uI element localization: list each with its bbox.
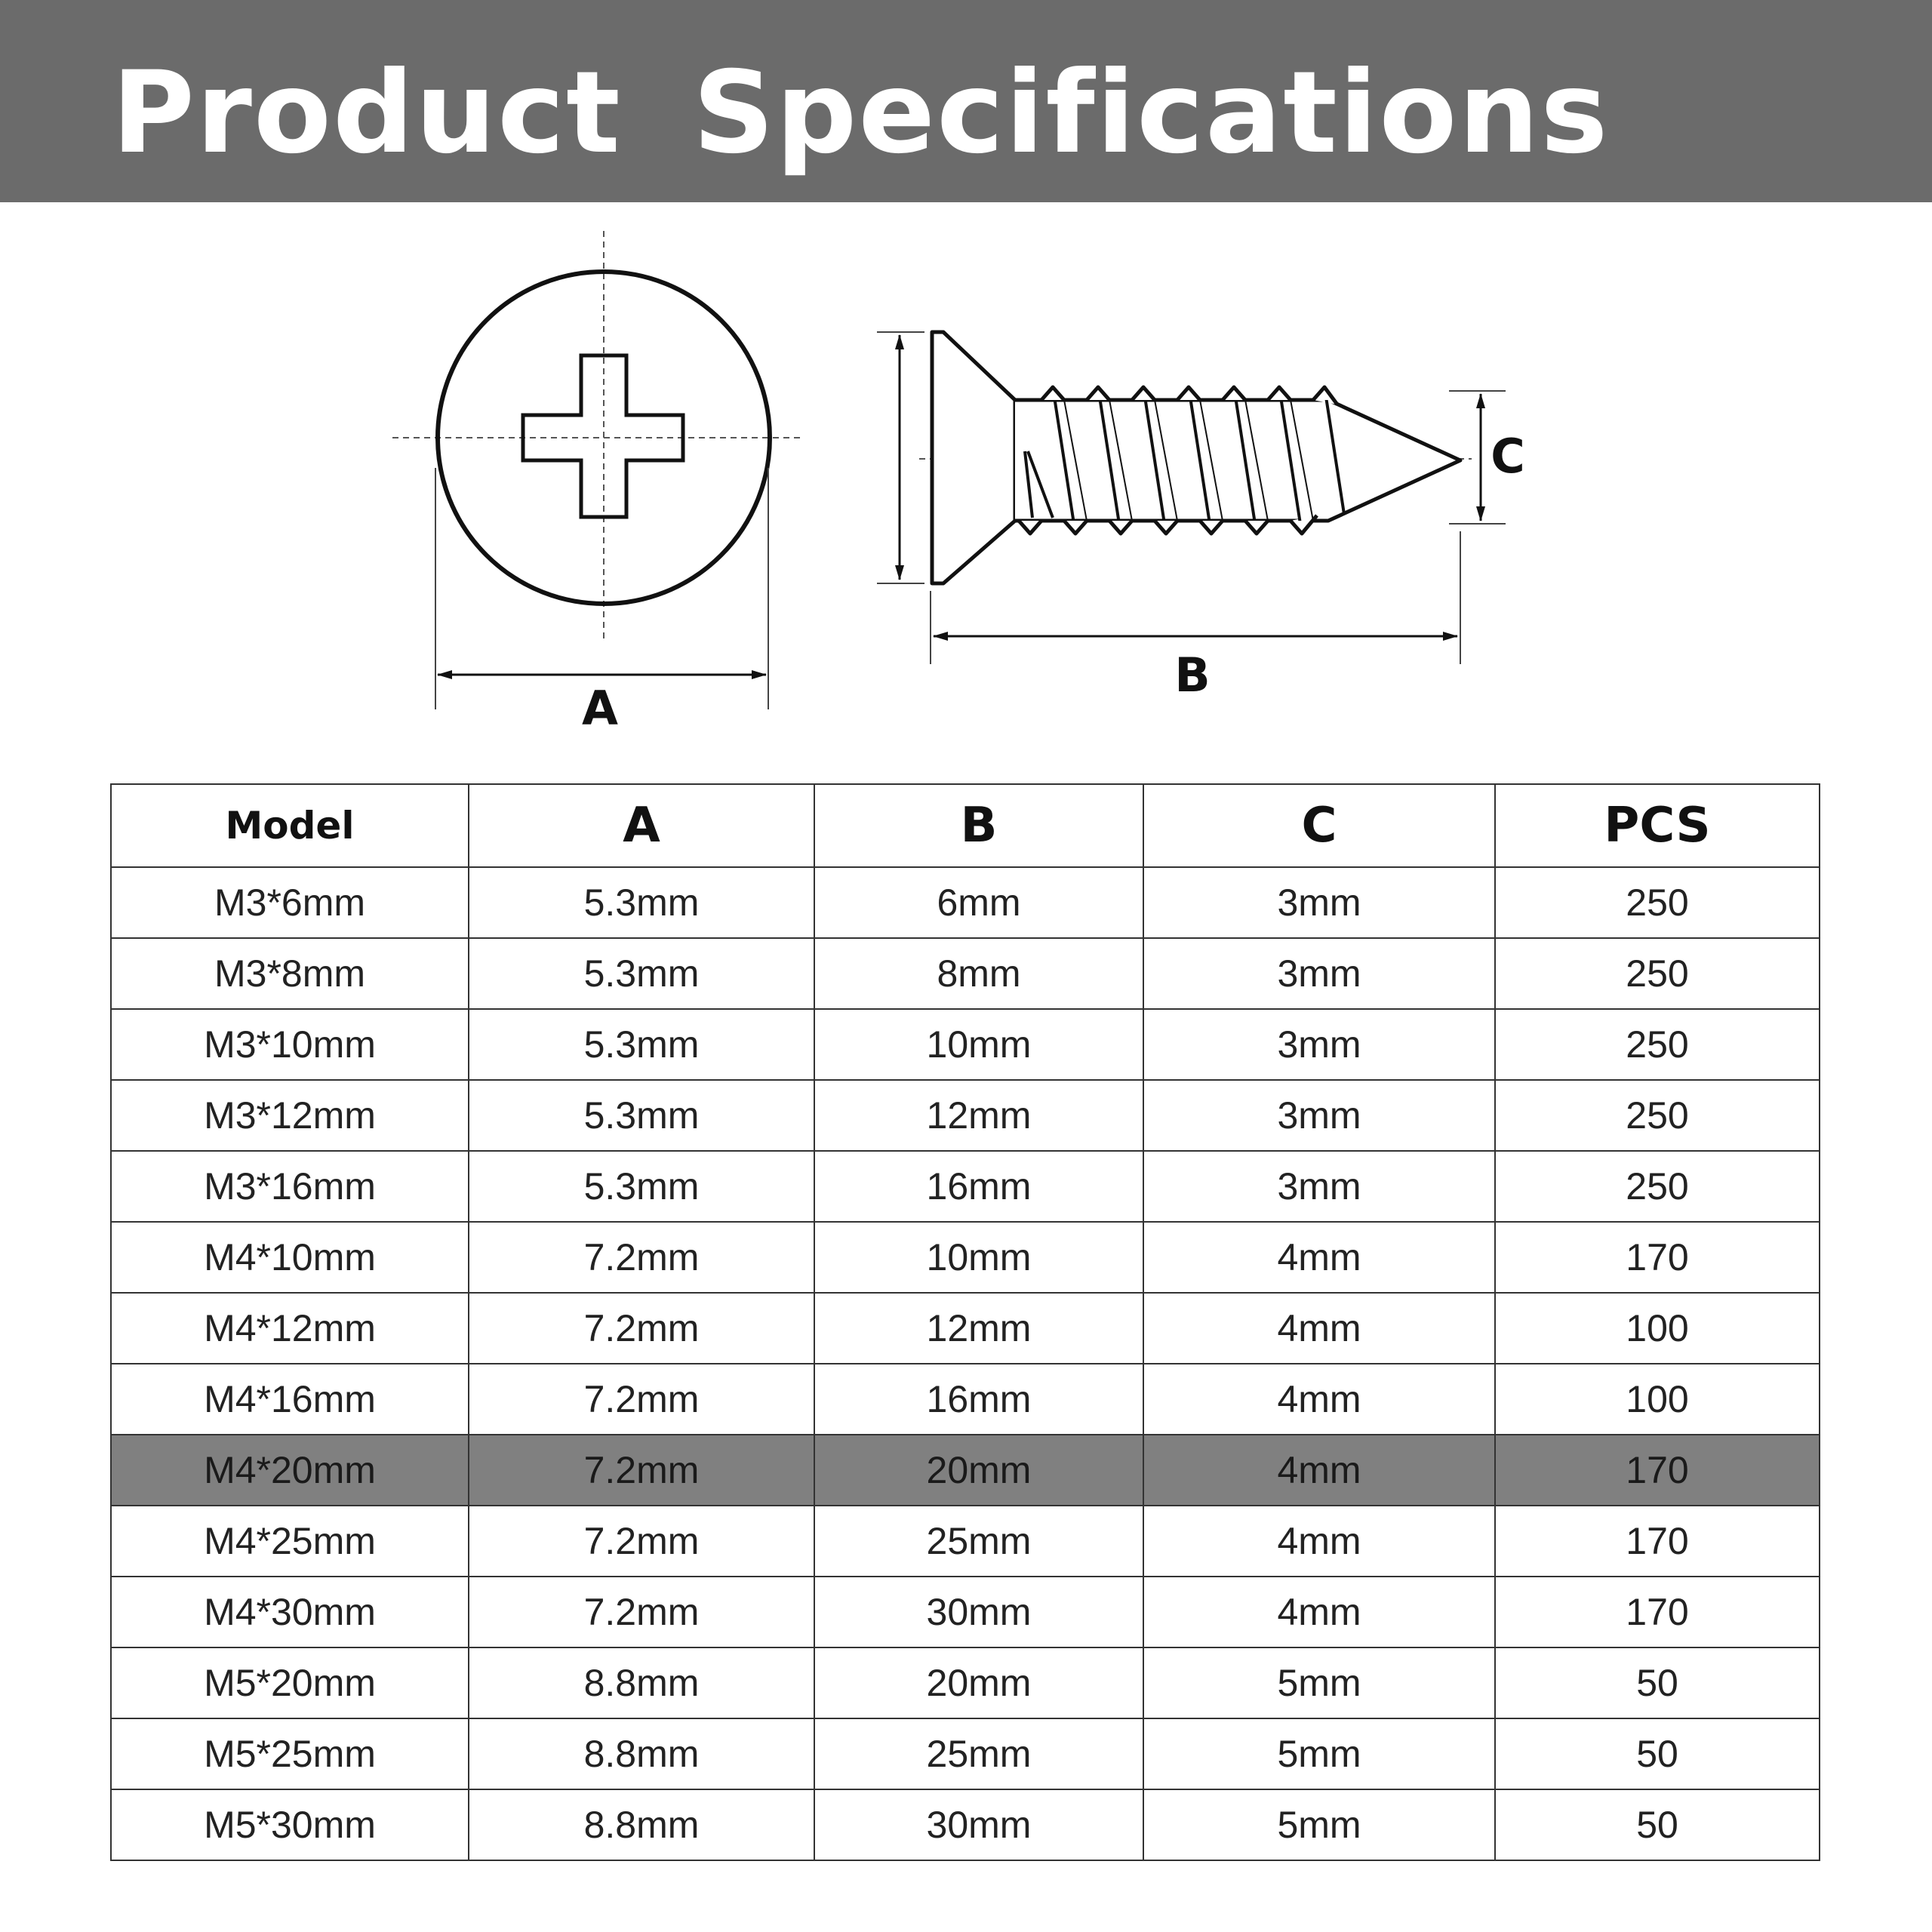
cell-pcs: 100 xyxy=(1495,1293,1820,1364)
cell-a: 7.2mm xyxy=(469,1506,814,1577)
cell-b: 30mm xyxy=(814,1789,1143,1860)
cell-a: 8.8mm xyxy=(469,1718,814,1789)
cell-b: 8mm xyxy=(814,938,1143,1009)
cell-b: 30mm xyxy=(814,1577,1143,1647)
table-header-row xyxy=(111,784,1820,867)
cell-c: 3mm xyxy=(1143,1151,1495,1222)
table-row xyxy=(111,1364,1820,1435)
table-row xyxy=(111,1151,1820,1222)
cell-a: 7.2mm xyxy=(469,1364,814,1435)
cell-b: 12mm xyxy=(814,1080,1143,1151)
cell-c: 4mm xyxy=(1143,1577,1495,1647)
cell-a: 7.2mm xyxy=(469,1293,814,1364)
cell-c: 5mm xyxy=(1143,1789,1495,1860)
cell-model: M5*30mm xyxy=(111,1789,469,1860)
cell-model: M4*20mm xyxy=(111,1435,469,1506)
table-row xyxy=(111,1506,1820,1577)
header-banner xyxy=(0,0,1932,202)
cell-b: 16mm xyxy=(814,1364,1143,1435)
table-row xyxy=(111,867,1820,938)
cell-model: M4*25mm xyxy=(111,1506,469,1577)
table-row-highlighted xyxy=(111,1435,1820,1506)
cell-pcs: 250 xyxy=(1495,938,1820,1009)
cell-pcs: 170 xyxy=(1495,1577,1820,1647)
table-row xyxy=(111,1718,1820,1789)
cell-pcs: 50 xyxy=(1495,1647,1820,1718)
cell-pcs: 170 xyxy=(1495,1222,1820,1293)
page-title: Product Specifications xyxy=(112,48,1610,179)
table-row xyxy=(111,1789,1820,1860)
screw-side-view xyxy=(877,332,1525,703)
screw-head-top-view xyxy=(392,231,804,736)
cell-model: M4*10mm xyxy=(111,1222,469,1293)
cell-a: 7.2mm xyxy=(469,1577,814,1647)
cell-pcs: 250 xyxy=(1495,867,1820,938)
cell-model: M3*6mm xyxy=(111,867,469,938)
cell-a: 5.3mm xyxy=(469,1080,814,1151)
table-row xyxy=(111,1577,1820,1647)
cell-a: 8.8mm xyxy=(469,1789,814,1860)
table-row xyxy=(111,1080,1820,1151)
cell-b: 6mm xyxy=(814,867,1143,938)
table-row xyxy=(111,938,1820,1009)
cell-pcs: 50 xyxy=(1495,1789,1820,1860)
cell-a: 5.3mm xyxy=(469,938,814,1009)
cell-c: 3mm xyxy=(1143,1009,1495,1080)
cell-pcs: 250 xyxy=(1495,1151,1820,1222)
cell-a: 5.3mm xyxy=(469,1009,814,1080)
cell-model: M5*20mm xyxy=(111,1647,469,1718)
cell-model: M3*12mm xyxy=(111,1080,469,1151)
cell-c: 4mm xyxy=(1143,1222,1495,1293)
cell-b: 20mm xyxy=(814,1647,1143,1718)
cell-pcs: 250 xyxy=(1495,1009,1820,1080)
cell-model: M4*12mm xyxy=(111,1293,469,1364)
cell-pcs: 50 xyxy=(1495,1718,1820,1789)
cell-a: 7.2mm xyxy=(469,1222,814,1293)
cell-c: 3mm xyxy=(1143,938,1495,1009)
column-header-model: Model xyxy=(111,784,469,867)
table-row xyxy=(111,1293,1820,1364)
cell-pcs: 170 xyxy=(1495,1506,1820,1577)
cell-b: 12mm xyxy=(814,1293,1143,1364)
cell-c: 4mm xyxy=(1143,1293,1495,1364)
cell-b: 25mm xyxy=(814,1718,1143,1789)
cell-model: M3*8mm xyxy=(111,938,469,1009)
cell-c: 5mm xyxy=(1143,1647,1495,1718)
dimension-label-b: B xyxy=(1174,648,1211,703)
cell-b: 20mm xyxy=(814,1435,1143,1506)
table-row xyxy=(111,1222,1820,1293)
cell-pcs: 170 xyxy=(1495,1435,1820,1506)
cell-pcs: 250 xyxy=(1495,1080,1820,1151)
cell-b: 10mm xyxy=(814,1222,1143,1293)
specifications-table xyxy=(110,783,1820,1861)
cell-b: 25mm xyxy=(814,1506,1143,1577)
cell-c: 4mm xyxy=(1143,1364,1495,1435)
column-header-a: A xyxy=(469,784,814,867)
dimension-label-a: A xyxy=(582,681,618,736)
cell-model: M4*16mm xyxy=(111,1364,469,1435)
column-header-pcs: PCS xyxy=(1495,784,1820,867)
screw-dimension-diagram xyxy=(0,202,1932,761)
cell-c: 3mm xyxy=(1143,867,1495,938)
cell-c: 4mm xyxy=(1143,1506,1495,1577)
cell-c: 4mm xyxy=(1143,1435,1495,1506)
column-header-b: B xyxy=(814,784,1143,867)
cell-model: M4*30mm xyxy=(111,1577,469,1647)
cell-c: 5mm xyxy=(1143,1718,1495,1789)
cell-model: M5*25mm xyxy=(111,1718,469,1789)
cell-model: M3*16mm xyxy=(111,1151,469,1222)
dimension-label-c: C xyxy=(1491,429,1525,484)
cell-a: 7.2mm xyxy=(469,1435,814,1506)
cell-pcs: 100 xyxy=(1495,1364,1820,1435)
cell-c: 3mm xyxy=(1143,1080,1495,1151)
cell-a: 8.8mm xyxy=(469,1647,814,1718)
column-header-c: C xyxy=(1143,784,1495,867)
table-row xyxy=(111,1647,1820,1718)
cell-b: 16mm xyxy=(814,1151,1143,1222)
cell-model: M3*10mm xyxy=(111,1009,469,1080)
cell-b: 10mm xyxy=(814,1009,1143,1080)
table-row xyxy=(111,1009,1820,1080)
cell-a: 5.3mm xyxy=(469,867,814,938)
cell-a: 5.3mm xyxy=(469,1151,814,1222)
